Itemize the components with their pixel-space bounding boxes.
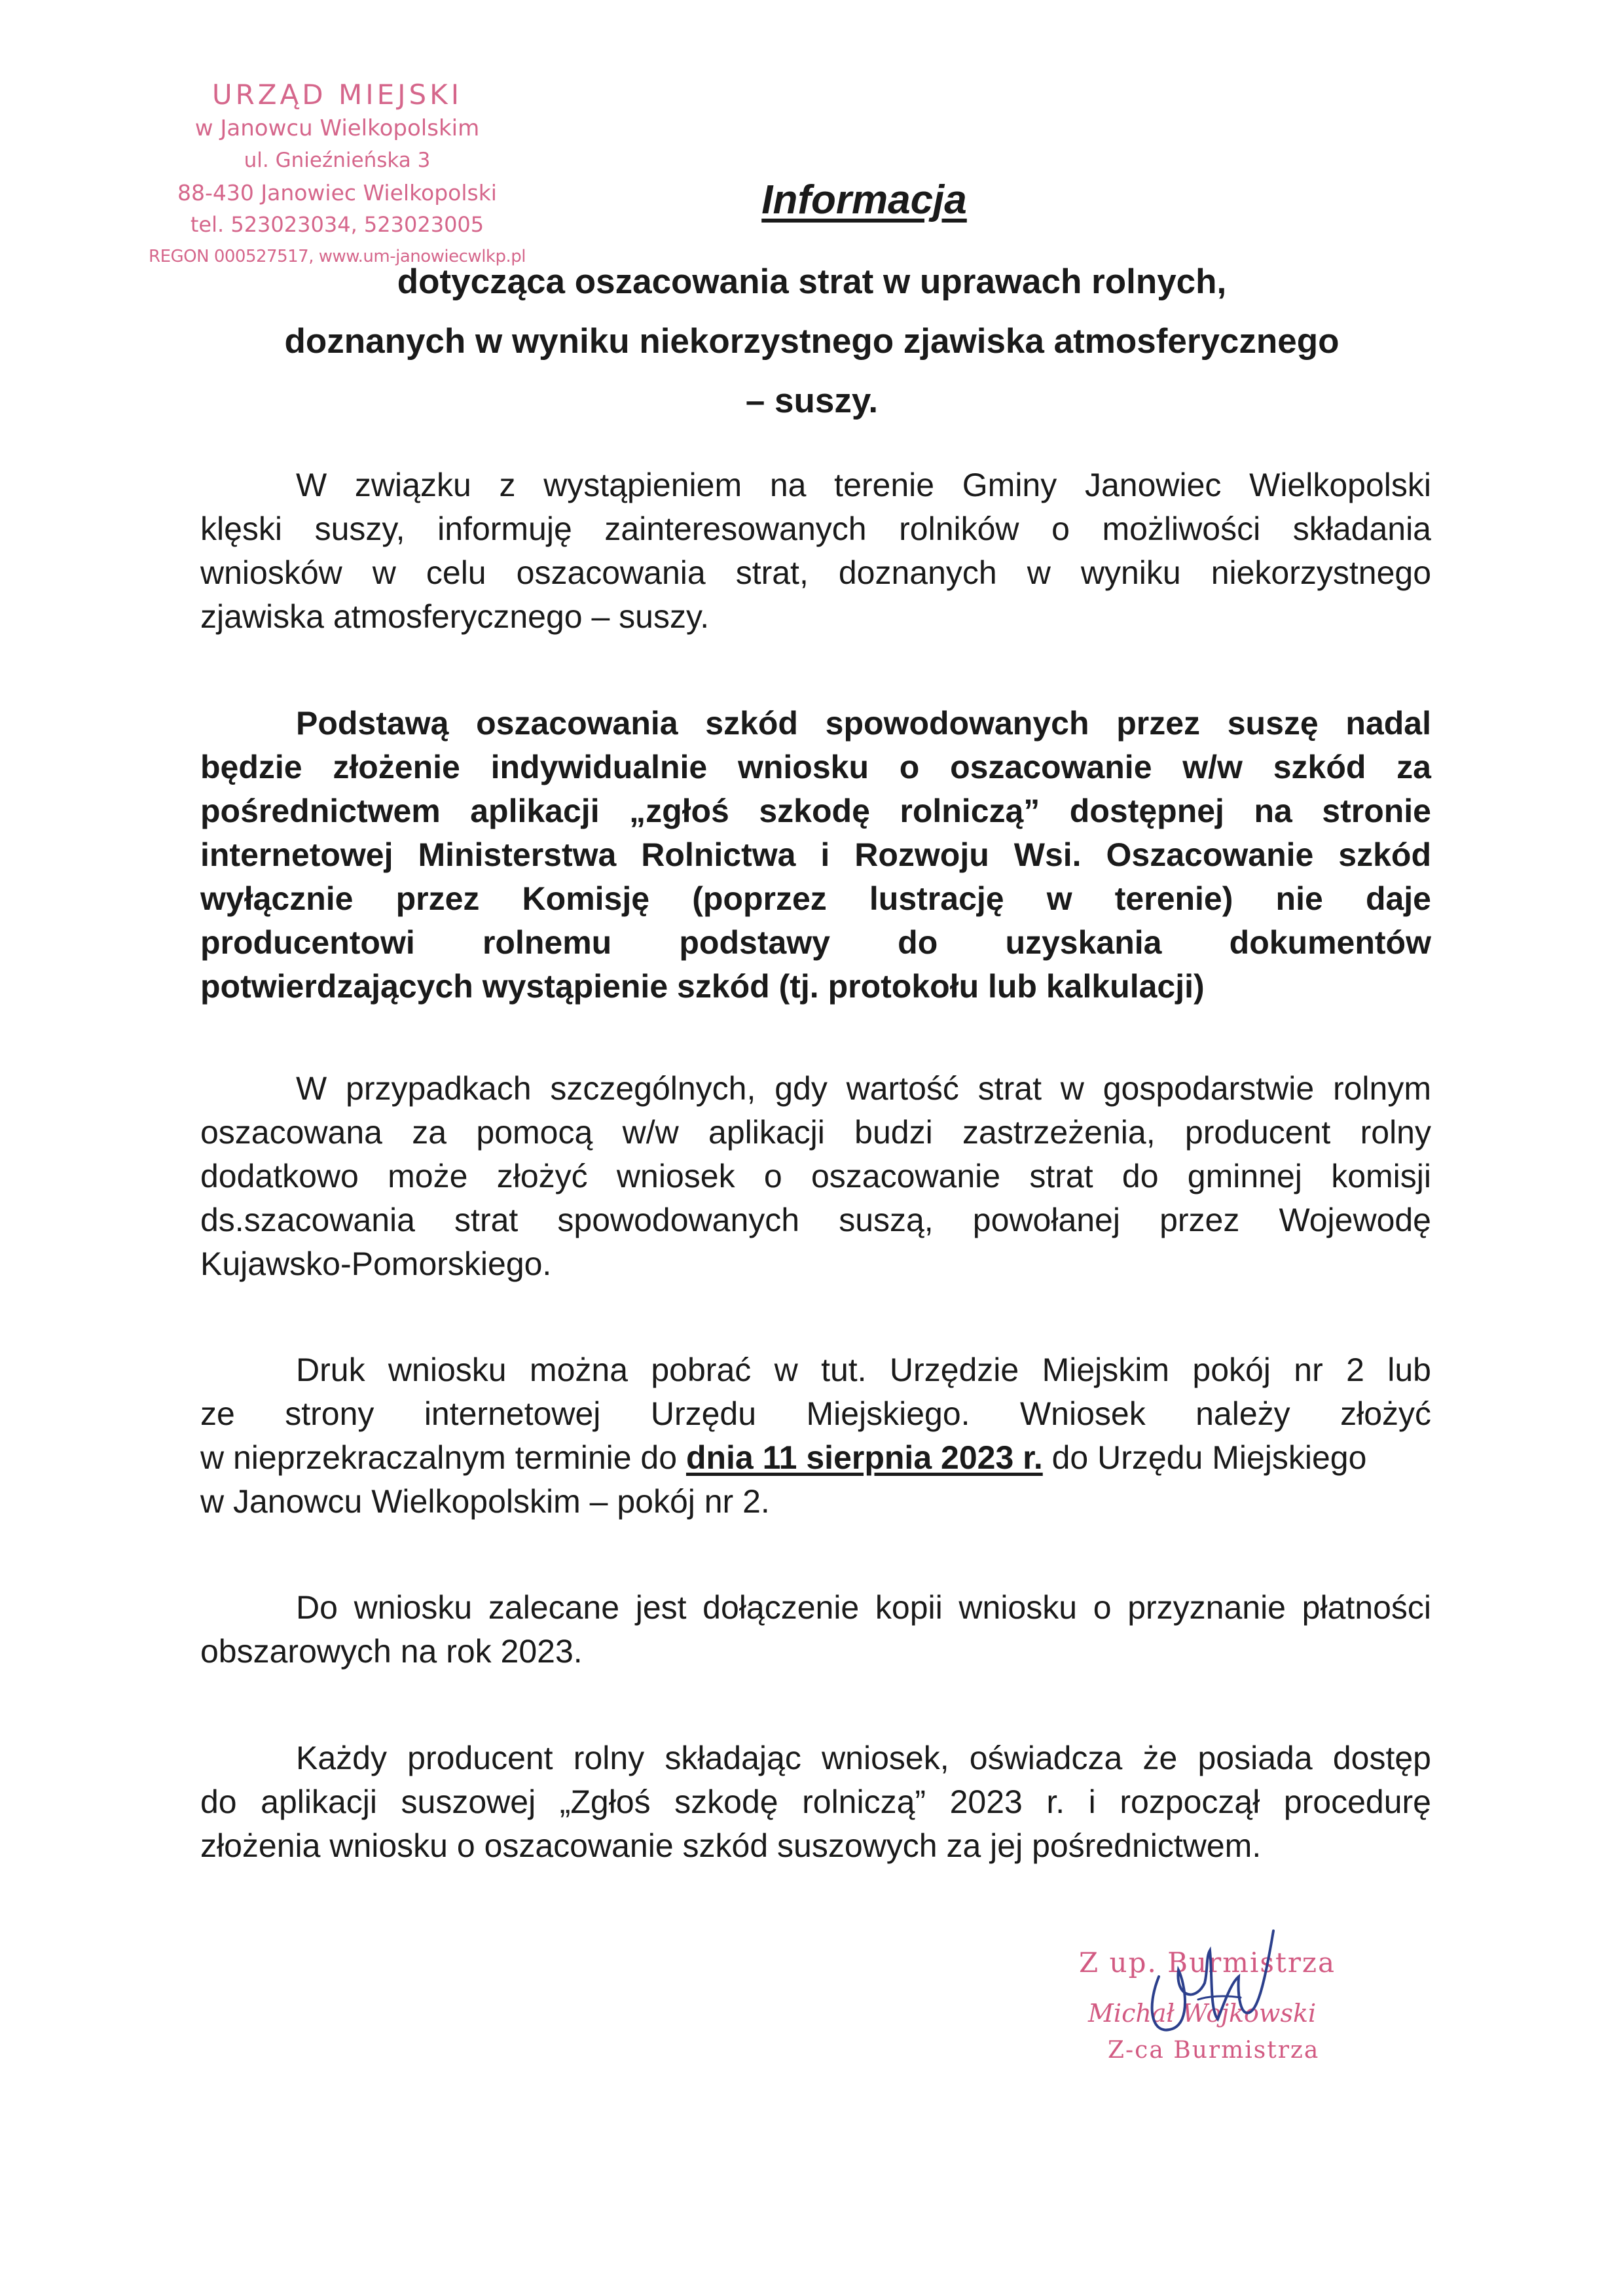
subtitle-line: doznanych w wyniku niekorzystnego zjawiska atmosferycznego	[284, 322, 1340, 361]
stamp-phone: tel. 523023034, 523023005	[190, 212, 484, 237]
paragraph-line: ze strony internetowej Urzędu Miejskiego. Wniosek należy złożyć	[200, 1395, 1431, 1432]
paragraph-line: Kujawsko-Pomorskiego.	[200, 1246, 552, 1282]
stamp-street: ul. Gnieźnieńska 3	[244, 149, 431, 172]
paragraph-line: dodatkowo może złożyć wniosek o oszacowanie strat do gminnej komisji	[200, 1158, 1431, 1194]
paragraph-line: W związku z wystąpieniem na terenie Gminy Janowiec Wielkopolski	[296, 467, 1431, 503]
paragraph-form-download	[200, 1348, 1431, 1524]
paragraph-line: Druk wniosku można pobrać w tut. Urzędzie Miejskim pokój nr 2 lub	[296, 1352, 1431, 1388]
paragraph-line: wniosków w celu oszacowania strat, doznanych w wyniku niekorzystnego	[200, 554, 1431, 591]
stamp-town: w Janowcu Wielkopolskim	[194, 115, 480, 141]
paragraph-line: W przypadkach szczególnych, gdy wartość strat w gospodarstwie rolnym	[296, 1070, 1431, 1107]
paragraph-attachment	[200, 1586, 1431, 1674]
deadline-date: dnia 11 sierpnia 2023 r.	[685, 1439, 1043, 1476]
subtitle-line: dotycząca oszacowania strat w uprawach rolnych,	[397, 262, 1227, 301]
signature-authority: Z up. Burmistrza	[1079, 1946, 1336, 1979]
paragraph-line: producentowi rolnemu podstawy do uzyskania dokumentów	[200, 924, 1431, 961]
paragraph-line: do aplikacji suszowej „Zgłoś szkodę rolniczą” 2023 r. i rozpoczął procedurę	[200, 1784, 1431, 1820]
paragraph-line: wyłącznie przez Komisję (poprzez lustrację w terenie) nie daje	[200, 880, 1431, 917]
paragraph-line: potwierdzających wystąpienie szkód (tj. protokołu lub kalkulacji)	[200, 968, 1205, 1005]
paragraph-line: ds.szacowania strat spowodowanych suszą, powołanej przez Wojewodę	[200, 1202, 1431, 1238]
signature-role: Z-ca Burmistrza	[1108, 2037, 1320, 2064]
signature-stamp	[1061, 1944, 1355, 2088]
subtitle-line: – suszy.	[745, 382, 879, 420]
paragraph-line-deadline	[200, 1436, 1431, 1480]
paragraph-line: klęski suszy, informuję zainteresowanych rolników o możliwości składania	[200, 511, 1431, 547]
stamp-title: URZĄD MIEJSKI	[211, 79, 463, 111]
paragraph-line: zjawiska atmosferycznego – suszy.	[200, 598, 710, 635]
paragraph-line: będzie złożenie indywidualnie wniosku o oszacowanie w/w szkód za	[200, 749, 1431, 785]
paragraph-line: Do wniosku zalecane jest dołączenie kopii wniosku o przyznanie płatności	[296, 1589, 1431, 1626]
paragraph-intro	[200, 463, 1431, 639]
paragraph-special-cases	[200, 1067, 1431, 1286]
document-title: Informacja	[761, 177, 967, 223]
signature-name: Michał Wojkowski	[1088, 1999, 1317, 2028]
paragraph-basis	[200, 702, 1431, 1009]
paragraph-line: oszacowana za pomocą w/w aplikacji budzi zastrzeżenia, producent rolny	[200, 1114, 1431, 1151]
paragraph-line: pośrednictwem aplikacji „zgłoś szkodę rolniczą” dostępnej na stronie	[200, 793, 1431, 829]
office-stamp	[111, 77, 563, 273]
paragraph-line: w Janowcu Wielkopolskim – pokój nr 2.	[200, 1483, 770, 1520]
paragraph-line: Podstawą oszacowania szkód spowodowanych przez suszę nadal	[296, 705, 1431, 742]
paragraph-line: internetowej Ministerstwa Rolnictwa i Rozwoju Wsi. Oszacowanie szkód	[200, 836, 1431, 873]
paragraph-line: Każdy producent rolny składając wniosek, oświadcza że posiada dostęp	[296, 1740, 1431, 1776]
deadline-prefix: w nieprzekraczalnym terminie do	[200, 1439, 686, 1476]
stamp-regon: REGON 000527517, www.um-janowiecwlkp.pl	[149, 247, 526, 266]
paragraph-line: złożenia wniosku o oszacowanie szkód suszowych za jej pośrednictwem.	[200, 1827, 1262, 1864]
handwritten-signature-icon	[1133, 1905, 1290, 2062]
paragraph-declaration	[200, 1736, 1431, 1868]
document-subtitle	[170, 252, 1453, 431]
stamp-postal: 88-430 Janowiec Wielkopolski	[177, 180, 497, 206]
paragraph-line: obszarowych na rok 2023.	[200, 1633, 583, 1670]
deadline-suffix: do Urzędu Miejskiego	[1042, 1439, 1367, 1476]
